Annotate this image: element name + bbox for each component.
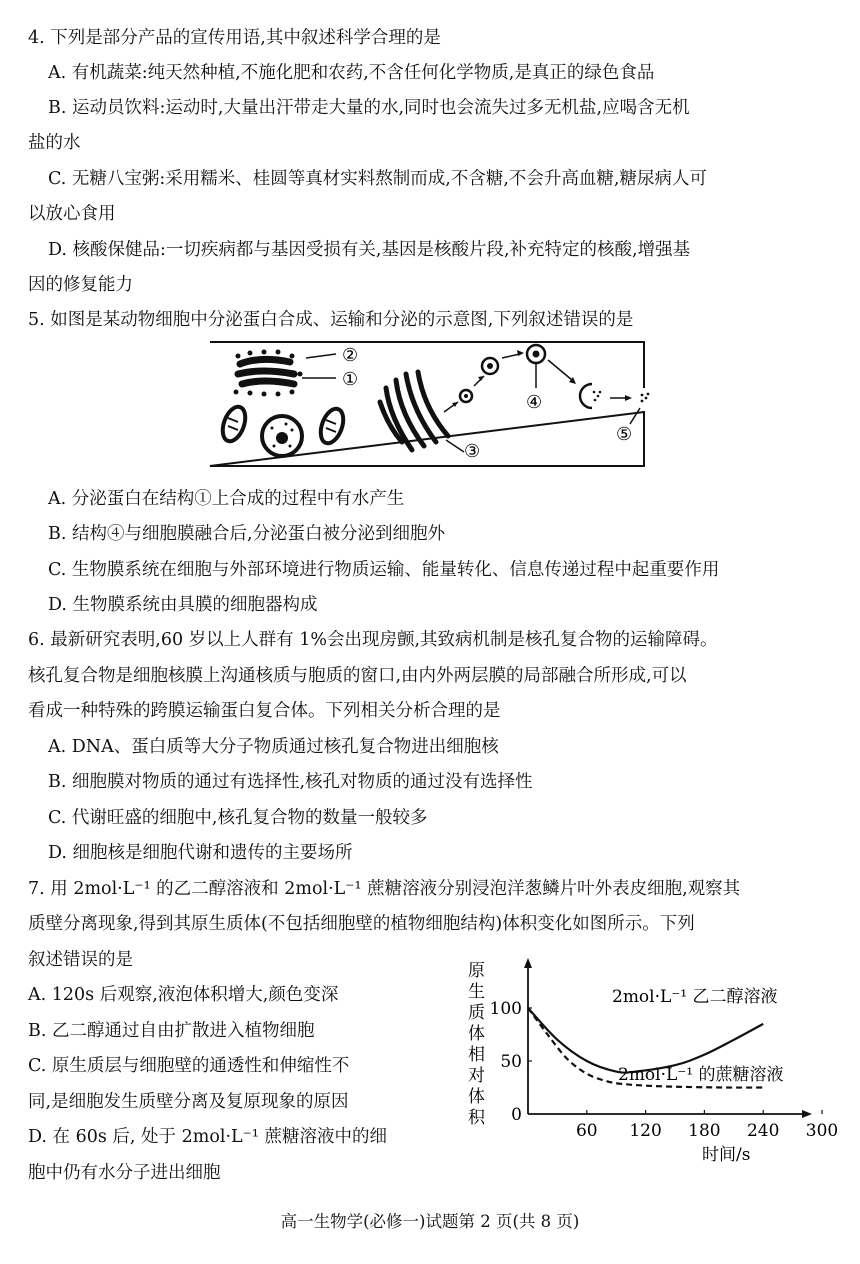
q4-option-c-cont: 以放心食用 (28, 204, 116, 224)
rough-er-icon (234, 350, 303, 397)
exocytosis-vesicle-icon (580, 384, 601, 408)
series-label-ethylene-glycol: 2mol·L⁻¹ 乙二醇溶液 (612, 987, 778, 1007)
q6-option-c: C. 代谢旺盛的细胞中,核孔复合物的数量一般较多 (48, 808, 428, 828)
y-tick-label: 0 (511, 1105, 522, 1125)
mitochondrion-icon (218, 404, 249, 445)
q6-option-a: A. DNA、蛋白质等大分子物质通过核孔复合物进出细胞核 (48, 737, 499, 757)
y-axis-label (468, 961, 486, 1128)
q5-stem: 5. 如图是某动物细胞中分泌蛋白合成、运输和分泌的示意图,下列叙述错误的是 (28, 310, 634, 330)
x-tick-label: 60 (575, 1121, 598, 1141)
mitochondrion-icon (316, 406, 347, 447)
q4-stem: 4. 下列是部分产品的宣传用语,其中叙述科学合理的是 (28, 28, 441, 48)
vesicle-icon (527, 345, 545, 363)
q7-option-b: B. 乙二醇通过自由扩散进入植物细胞 (28, 1021, 315, 1041)
label-4: ④ (526, 392, 543, 413)
q6-stem-cont: 核孔复合物是细胞核膜上沟通核质与胞质的窗口,由内外两层膜的局部融合所形成,可以 (28, 666, 687, 686)
secreted-protein-icon (641, 393, 650, 403)
y-axis-label-char: 相 (468, 1045, 485, 1065)
x-axis-arrow (802, 1110, 812, 1118)
y-axis-label-char: 对 (468, 1066, 485, 1086)
q6-stem-cont: 看成一种特殊的跨膜运输蛋白复合体。下列相关分析合理的是 (28, 701, 501, 721)
q5-option-b: B. 结构④与细胞膜融合后,分泌蛋白被分泌到细胞外 (48, 524, 446, 544)
q7-option-d-cont: 胞中仍有水分子进出细胞 (28, 1163, 221, 1183)
q6-option-b: B. 细胞膜对物质的通过有选择性,核孔对物质的通过没有选择性 (48, 772, 533, 792)
q7-stem-cont: 叙述错误的是 (28, 950, 133, 970)
series-label-sucrose: 2mol·L⁻¹ 的蔗糖溶液 (618, 1065, 784, 1085)
q6-option-d: D. 细胞核是细胞代谢和遗传的主要场所 (48, 843, 353, 863)
x-tick-label: 180 (688, 1121, 721, 1141)
q5-option-a: A. 分泌蛋白在结构①上合成的过程中有水产生 (48, 489, 405, 509)
q4-option-d-cont: 因的修复能力 (28, 275, 133, 295)
q4-option-d: D. 核酸保健品:一切疾病都与基因受损有关,基因是核酸片段,补充特定的核酸,增强基 (48, 240, 691, 260)
q4-option-b: B. 运动员饮料:运动时,大量出汗带走大量的水,同时也会流失过多无机盐,应喝含无机 (48, 98, 690, 118)
protoplast-volume-chart (462, 956, 839, 1166)
vesicle-icon (482, 358, 498, 374)
y-axis-arrow (524, 958, 532, 968)
q4-option-b-cont: 盐的水 (28, 133, 81, 153)
secretory-cell-diagram (208, 340, 652, 470)
y-axis-label-char: 生 (468, 982, 485, 1002)
q7-option-c-cont: 同,是细胞发生质壁分离及复原现象的原因 (28, 1092, 349, 1112)
y-axis-label-char: 积 (468, 1108, 485, 1128)
q4-option-a: A. 有机蔬菜:纯天然种植,不施化肥和农药,不含任何化学物质,是真正的绿色食品 (48, 63, 655, 83)
q5-option-c: C. 生物膜系统在细胞与外部环境进行物质运输、能量转化、信息传递过程中起重要作用 (48, 560, 720, 580)
y-tick-label: 50 (500, 1052, 522, 1072)
q7-stem: 7. 用 2mol·L⁻¹ 的乙二醇溶液和 2mol·L⁻¹ 蔗糖溶液分别浸泡洋葱鳞片叶外表皮细胞,观察其 (28, 879, 741, 899)
q7-option-c: C. 原生质层与细胞壁的通透性和伸缩性不 (28, 1056, 350, 1076)
q5-option-d: D. 生物膜系统由具膜的细胞器构成 (48, 595, 318, 615)
y-axis-label-char: 体 (468, 1024, 485, 1044)
label-2: ② (342, 345, 359, 366)
y-axis-label-char: 质 (468, 1003, 485, 1023)
label-5: ⑤ (616, 424, 633, 445)
x-axis-label: 时间/s (702, 1145, 751, 1165)
q7-option-d: D. 在 60s 后, 处于 2mol·L⁻¹ 蔗糖溶液中的细 (28, 1127, 387, 1147)
x-tick-label: 120 (629, 1121, 662, 1141)
q7-stem-cont: 质壁分离现象,得到其原生质体(不包括细胞壁的植物细胞结构)体积变化如图所示。下列 (28, 914, 695, 934)
y-tick-label: 100 (489, 999, 522, 1019)
x-tick-label: 300 (805, 1121, 839, 1141)
q4-option-c: C. 无糖八宝粥:采用糯米、桂圆等真材实料熬制而成,不含糖,不会升高血糖,糖尿病人可 (48, 169, 707, 189)
q7-option-a: A. 120s 后观察,液泡体积增大,颜色变深 (28, 985, 339, 1005)
nucleus-icon (262, 416, 302, 456)
page-footer: 高一生物学(必修一)试题第 2 页(共 8 页) (280, 1212, 580, 1231)
label-3: ③ (464, 441, 481, 462)
label-1: ① (342, 369, 359, 390)
q6-stem: 6. 最新研究表明,60 岁以上人群有 1%会出现房颤,其致病机制是核孔复合物的运输障碍。 (28, 630, 718, 650)
series-line-ethylene-glycol (528, 1008, 763, 1073)
y-axis-label-char: 原 (468, 961, 485, 981)
vesicle-icon (460, 390, 472, 402)
x-tick-label: 240 (746, 1121, 780, 1141)
y-axis-label-char: 体 (468, 1087, 485, 1107)
